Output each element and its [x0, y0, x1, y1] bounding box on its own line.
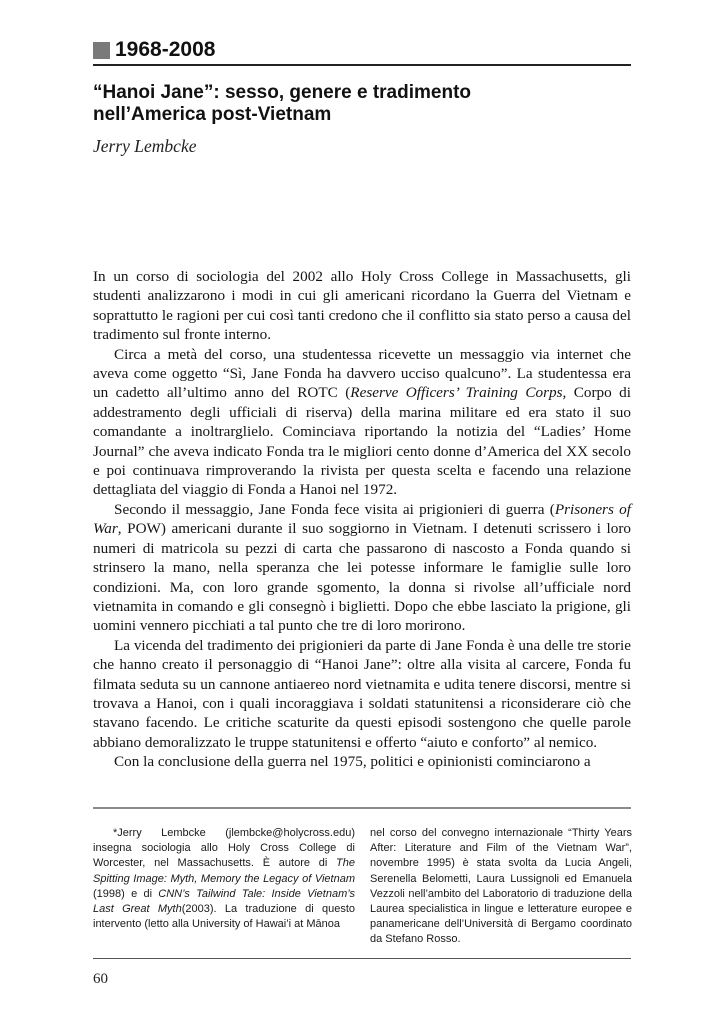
- section-title: 1968-2008: [115, 38, 216, 61]
- paragraph-3: Secondo il messaggio, Jane Fonda fece visita ai prigionieri di guerra (Prisoners of War, POW) americani durante il suo soggiorno in Vietnam. I detenuti scrissero i loro numeri di matricola su pezzi di carta che passarono di nascosto a Fonda quando si strinsero la mano, nella speranza che lei potesse informare le famiglie sulle loro condizioni. Ma, con loro grande sgomento, la donna si rivolse all’ufficiale nord vietnamita in comando e gli consegnò i biglietti. Dopo che ebbe lasciato la prigione, gli uomini vennero picchiati a tal punto che tre di loro morirono.: [93, 500, 631, 635]
- footnote-rule: [93, 807, 631, 809]
- article-author: Jerry Lembcke: [93, 136, 197, 156]
- paragraph-2: Circa a metà del corso, una studentessa ricevette un messaggio via internet che aveva come oggetto “Sì, Jane Fonda ha davvero ucciso qualcuno”. La studentessa era un cadetto all’ultimo anno del ROTC (Reserve Officers’ Training Corps, Corpo di addestramento degli ufficiali di riserva) della marina militare ed era stato il suo comandante a inoltrarglielo. Cominciava riportando la notizia del “Ladies’ Home Journal” che aveva indicato Fonda tra le migliori cento donne d’America del XX secolo e poi continuava rimproverando la rivista per questa scelta e facendo una relazione dettagliata del viaggio di Fonda a Hanoi nel 1972.: [93, 345, 631, 499]
- article-body: [93, 267, 631, 772]
- paragraph-5: Con la conclusione della guerra nel 1975, politici e opinionisti cominciarono a: [114, 753, 591, 771]
- page-number: 60: [93, 971, 108, 987]
- footnote-column-right: nel corso del convegno internazionale “Thirty Years After: Literature and Film of the Vietnam War”, novembre 1995) è stata svolta da Lucia Angeli, Serenella Belometti, Laura Lussignoli ed Emanuela Vezzoli nell’ambito del Laboratorio di traduzione della Laurea specialistica in lingue e letterature europee e panamericane dell’Università di Bergamo coordinato da Stefano Rosso.: [370, 827, 632, 946]
- article-title: “Hanoi Jane”: sesso, genere e tradimento nell’America post-Vietnam: [93, 82, 472, 125]
- section-header: [93, 36, 631, 66]
- paragraph-1: In un corso di sociologia del 2002 allo Holy Cross College in Massachusetts, gli studenti analizzarono i modi in cui gli americani ricordano la Guerra del Vietnam e soprattutto le ragioni per cui così tanti credono che il conflitto sia stato perso a causa del tradimento sul fronte interno.: [93, 268, 631, 344]
- bottom-rule: [93, 958, 631, 959]
- section-square-icon: [93, 42, 110, 59]
- section-rule: [93, 64, 631, 66]
- paragraph-4: La vicenda del tradimento dei prigionieri da parte di Jane Fonda è una delle tre storie che hanno creato il personaggio di “Hanoi Jane”: oltre alla visita al carcere, Fonda fu filmata seduta su un cannone antiaereo nord vietnamita e udita tenere discorsi, mentre si trovava a Hanoi, con i quali incoraggiava i soldati statunitensi a riconsiderare ciò che stavano facendo. Le critiche scaturite da questi episodi sostengono che quelle parole abbiano demoralizzato le truppe statunitensi e offerto “aiuto e conforto” al nemico.: [93, 636, 631, 751]
- footnote-column-left: *Jerry Lembcke (jlembcke@holycross.edu) insegna sociologia allo Holy Cross College di Worcester, nel Massachusetts. È autore di The Spitting Image: Myth, Memory the Legacy of Vietnam (1998) e di CNN’s Tailwind Tale: Inside Vietnam’s Last Great Myth(2003). La traduzione di questo intervento (letto alla University of Hawai’i at Mānoa: [93, 827, 355, 931]
